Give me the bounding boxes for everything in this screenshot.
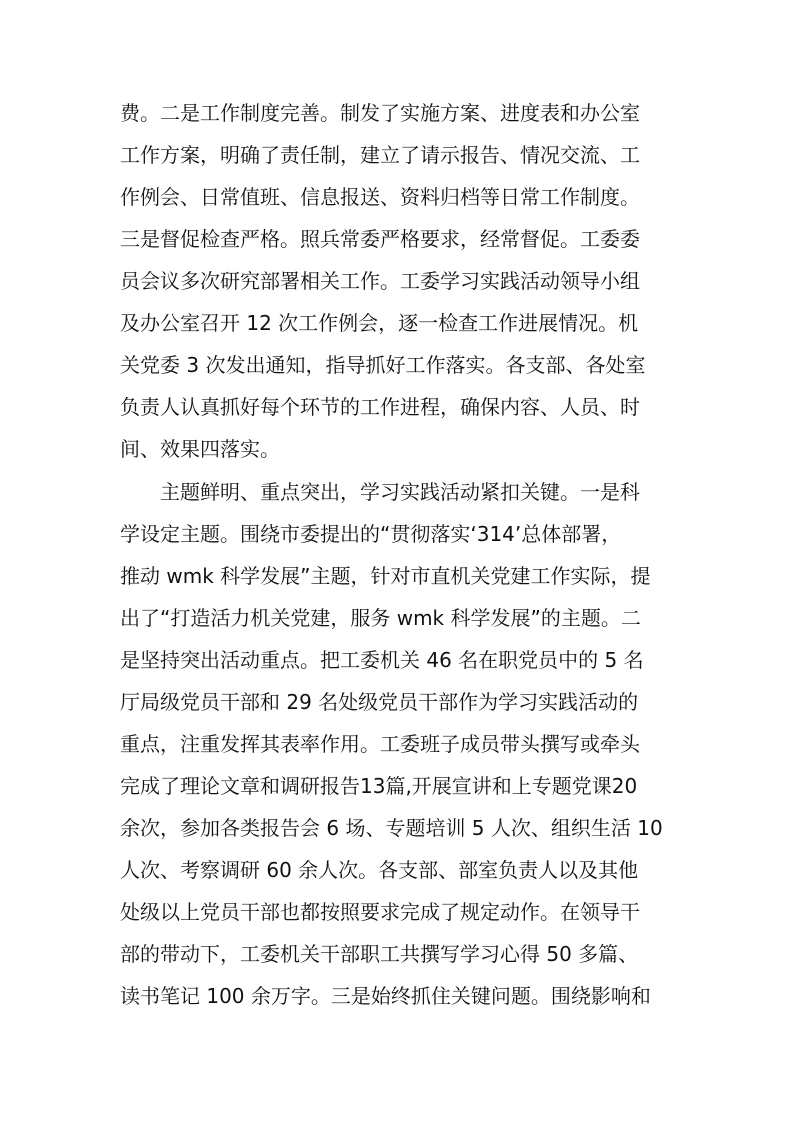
body-text-line: 部的带动下，工委机关干部职工共撰写学习心得 50 多篇、 bbox=[120, 942, 639, 966]
body-text-line: 员会议多次研究部署相关工作。工委学习实践活动领导小组 bbox=[120, 269, 640, 293]
body-text-line: 工作方案，明确了责任制，建立了请示报告、情况交流、工 bbox=[120, 143, 640, 167]
body-text-line: 费。二是工作制度完善。制发了实施方案、进度表和办公室 bbox=[120, 101, 640, 125]
body-text-line: 间、效果四落实。 bbox=[120, 437, 280, 461]
body-text-line: 重点，注重发挥其表率作用。工委班子成员带头撰写或牵头 bbox=[120, 732, 640, 756]
body-text-line: 完成了理论文章和调研报告13篇,开展宣讲和上专题党课20 bbox=[120, 774, 638, 798]
body-text-line: 厅局级党员干部和 29 名处级党员干部作为学习实践活动的 bbox=[120, 690, 639, 714]
body-text-line: 三是督促检查严格。照兵常委严格要求，经常督促。工委委 bbox=[120, 227, 640, 251]
body-text-line: 及办公室召开 12 次工作例会，逐一检查工作进展情况。机 bbox=[120, 311, 639, 335]
body-text-line: 负责人认真抓好每个环节的工作进程，确保内容、人员、时 bbox=[120, 395, 640, 419]
body-text-line: 关党委 3 次发出通知，指导抓好工作落实。各支部、各处室 bbox=[120, 353, 646, 377]
body-text-line: 余次，参加各类报告会 6 场、专题培训 5 人次、组织生活 10 bbox=[120, 816, 663, 840]
body-text-line: 出了“打造活力机关党建，服务 wmk 科学发展”的主题。二 bbox=[120, 606, 641, 630]
body-text-line: 作例会、日常值班、信息报送、资料归档等日常工作制度。 bbox=[120, 185, 640, 209]
body-text-line: 推动 wmk 科学发展”主题，针对市直机关党建工作实际，提 bbox=[120, 564, 651, 588]
body-text-line: 读书笔记 100 余万字。三是始终抓住关键问题。围绕影响和 bbox=[120, 984, 651, 1008]
body-text-line: 处级以上党员干部也都按照要求完成了规定动作。在领导干 bbox=[120, 900, 640, 924]
body-text-line: 是坚持突出活动重点。把工委机关 46 名在职党员中的 5 名 bbox=[120, 648, 644, 672]
body-text-line: 学设定主题。围绕市委提出的“贯彻落实‘314’总体部署， bbox=[120, 522, 622, 546]
body-text-line: 人次、考察调研 60 余人次。各支部、部室负责人以及其他 bbox=[120, 858, 639, 882]
paragraph-first-line: 主题鲜明、重点突出，学习实践活动紧扣关键。一是科 bbox=[160, 480, 640, 504]
